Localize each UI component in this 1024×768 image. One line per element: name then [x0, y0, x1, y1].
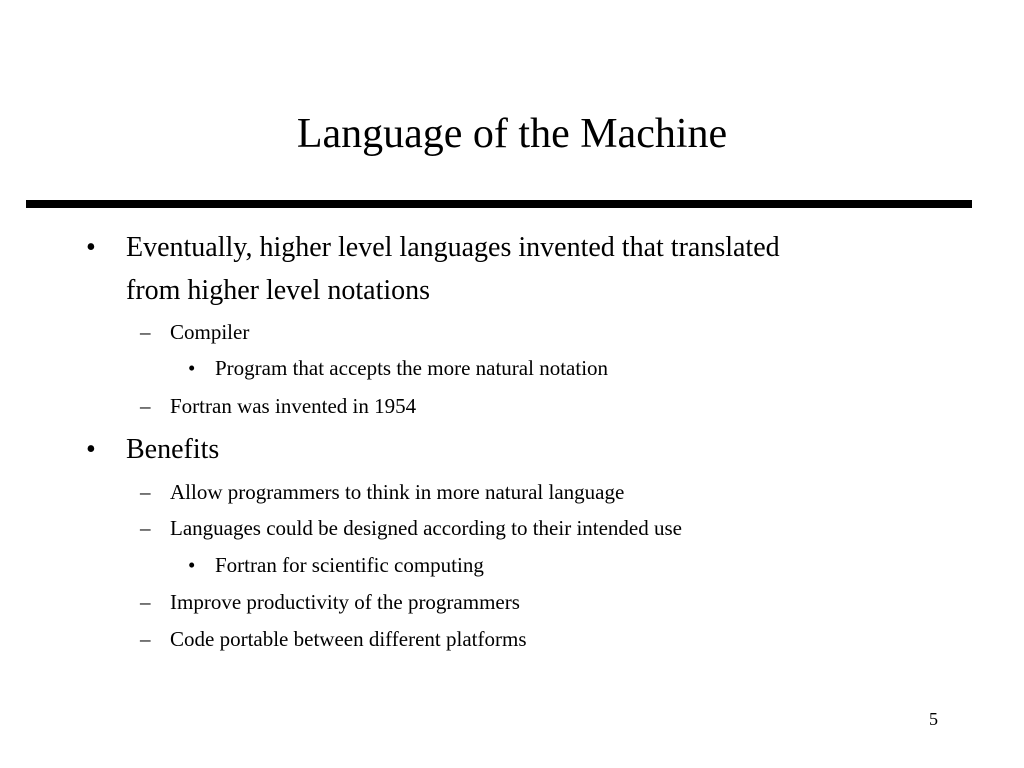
bullet-marker: • — [86, 232, 96, 263]
bullet-text-continuation: from higher level notations — [126, 275, 431, 306]
sub-bullet-marker: – — [140, 627, 151, 651]
slide-title: Language of the Machine — [296, 111, 728, 157]
sub-bullet-marker: – — [140, 516, 151, 540]
page-number: 5 — [929, 709, 938, 729]
sub-sub-bullet-text: Program that accepts the more natural notation — [215, 356, 609, 380]
sub-sub-bullet-marker: • — [188, 356, 196, 380]
sub-bullet-text: Compiler — [170, 320, 250, 344]
bullet-marker: • — [86, 434, 96, 465]
sub-bullet-marker: – — [140, 394, 151, 418]
sub-bullet-marker: – — [140, 590, 151, 614]
bullet-text: Benefits — [126, 434, 220, 465]
sub-bullet-text: Allow programmers to think in more natural language — [170, 480, 625, 504]
sub-bullet-marker: – — [140, 320, 151, 344]
sub-bullet-text: Improve productivity of the programmers — [170, 590, 520, 614]
bullet-text: Eventually, higher level languages invented that translated — [126, 232, 780, 263]
sub-sub-bullet-marker: • — [188, 553, 196, 577]
sub-bullet-text: Code portable between different platforms — [170, 627, 527, 651]
sub-sub-bullet-text: Fortran for scientific computing — [215, 553, 484, 577]
sub-bullet-marker: – — [140, 480, 151, 504]
sub-bullet-text: Fortran was invented in 1954 — [170, 394, 417, 418]
sub-bullet-text: Languages could be designed according to their intended use — [170, 516, 682, 540]
title-divider — [26, 200, 972, 208]
